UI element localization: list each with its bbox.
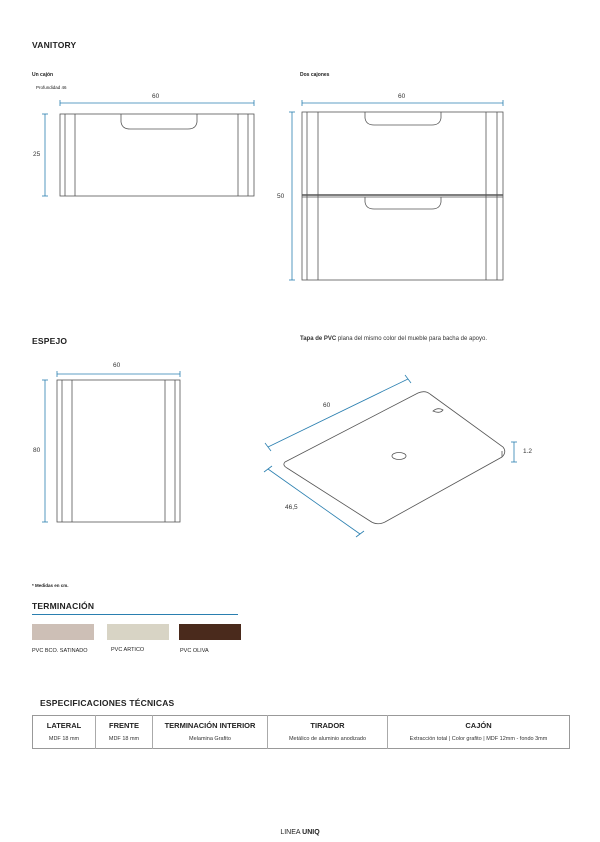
specs-header: LATERAL [33,716,96,734]
specs-value: MDF 18 mm [96,733,153,749]
tapa-thickness: 1.2 [523,448,533,455]
two-drawers-height: 50 [277,193,285,200]
swatch-oliva [179,624,241,640]
specs-value: Melamina Grafito [153,733,268,749]
specs-value: Metálico de aluminio anodizado [268,733,388,749]
tapa-bold: Tapa de PVC [300,336,337,342]
swatch-artico [107,624,169,640]
terminacion-underline [32,614,238,615]
tapa-text: plana del mismo color del mueble para bacha de apoyo. [336,336,487,342]
specs-value-row [33,733,570,749]
one-drawer-width: 60 [152,93,160,100]
mirror-height: 80 [33,447,41,454]
espejo-title: ESPEJO [32,336,68,346]
one-drawer-height: 25 [33,151,41,158]
measure-note: * Medidas en cm. [32,583,69,588]
tapa-width: 60 [323,402,331,409]
swatch-label: PVC ARTICO [111,647,145,653]
vanitory-title: VANITORY [32,40,77,50]
two-drawers-width: 60 [398,93,406,100]
swatch-bco-satinado [32,624,94,640]
footer-prefix: LINEA [280,829,303,836]
specs-title: ESPECIFICACIONES TÉCNICAS [40,698,175,708]
mirror-width: 60 [113,362,121,369]
swatch-label: PVC OLIVA [180,648,209,654]
tapa-description [300,336,487,342]
two-drawers-label: Dos cajones [300,72,330,78]
specs-table [32,715,570,749]
footer [0,829,600,836]
specs-value: MDF 18 mm [33,733,96,749]
specs-header: CAJÓN [465,721,492,730]
specs-header: FRENTE [96,716,153,734]
swatch-label: PVC BCO. SATINADO [32,648,88,654]
terminacion-title: TERMINACIÓN [32,601,95,611]
depth-label: Profundidad 46 [36,85,67,90]
tapa-depth: 46,5 [285,504,298,511]
one-drawer-label: Un cajón [32,72,54,78]
specs-header: TIRADOR [268,716,388,734]
footer-brand: UNIQ [302,829,320,836]
specs-header-row [33,716,570,734]
specs-value: Extracción total | Color grafito | MDF 12mm - fondo 3mm [409,736,548,742]
specs-header: TERMINACIÓN INTERIOR [153,716,268,734]
